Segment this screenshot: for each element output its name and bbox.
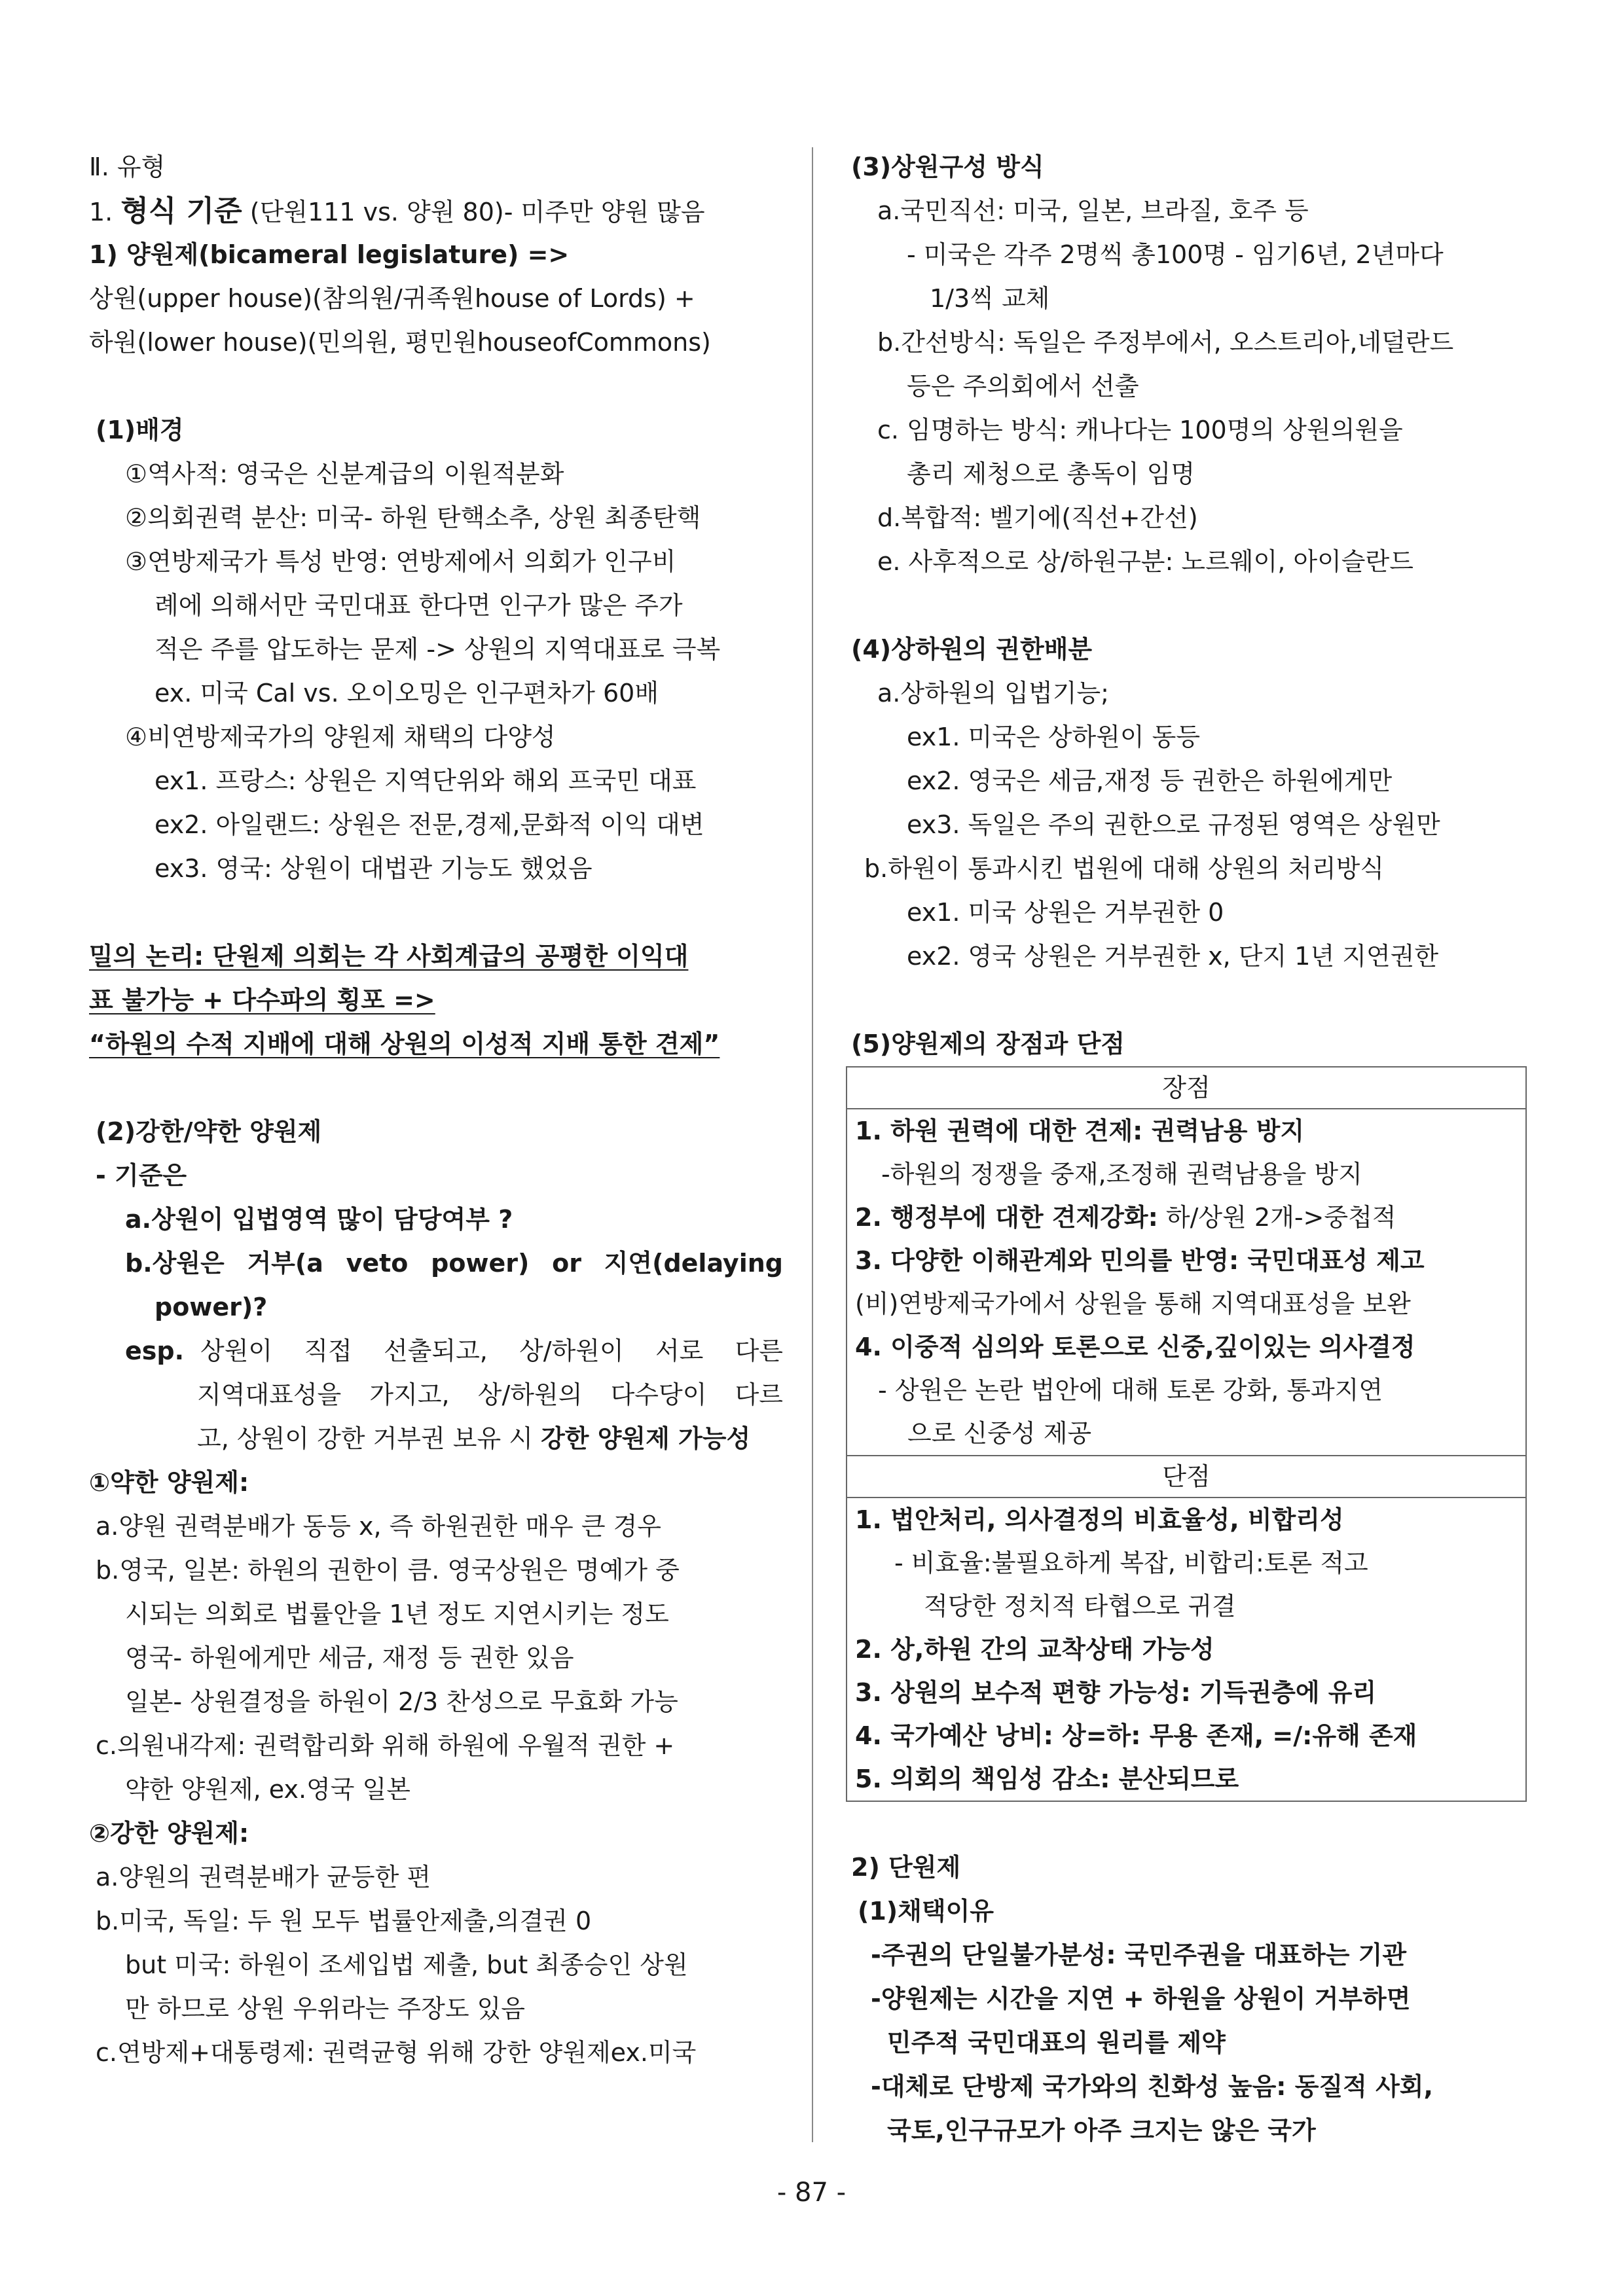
composition-line: e. 사후적으로 상/하원구분: 노르웨이, 아이슬란드 bbox=[877, 547, 1413, 576]
power-line: ex2. 영국은 세금,재정 등 권한은 하원에게만 bbox=[907, 766, 1393, 795]
cons-header: 단점 bbox=[847, 1456, 1526, 1498]
pro-item: 1. 하원 권력에 대한 견제: 권력남용 방지 bbox=[855, 1117, 1305, 1145]
con-sub: - 비효율:불필요하게 복잡, 비합리:토론 적고 bbox=[894, 1549, 1368, 1577]
background-heading: (1)배경 bbox=[96, 416, 184, 444]
section-heading: Ⅱ. 유형 bbox=[89, 152, 166, 181]
power-distribution-heading: (4)상하원의 권한배분 bbox=[851, 635, 1093, 664]
unicameral-line: 민주적 국민대표의 원리를 제약 bbox=[887, 2028, 1226, 2057]
composition-line: b.간선방식: 독일은 주정부에서, 오스트리아,네덜란드 bbox=[877, 328, 1454, 357]
composition-line: a.국민직선: 미국, 일본, 브라질, 호주 등 bbox=[877, 196, 1309, 225]
pro-sub: - 상원은 논란 법안에 대해 토론 강화, 통과지연 bbox=[878, 1376, 1383, 1405]
power-line: ex2. 영국 상원은 거부권한 x, 단지 1년 지연권한 bbox=[907, 942, 1439, 971]
strong-bicameral-heading: ②강한 양원제: bbox=[89, 1819, 249, 1848]
mill-line-3: “하원의 수적 지배에 대해 상원의 이성적 지배 통한 견제” bbox=[89, 1030, 720, 1058]
pro-item: 2. 행정부에 대한 견제강화: 하/상원 2개->중첩적 bbox=[855, 1203, 1396, 1232]
criteria-b: b.상원은 거부(a veto power) or 지연(delaying bbox=[125, 1249, 783, 1278]
con-sub: 적당한 정치적 타협으로 귀결 bbox=[924, 1592, 1236, 1621]
criteria-b-cont: power)? bbox=[155, 1293, 268, 1321]
pro-item: 3. 다양한 이해관계와 민의를 반영: 국민대표성 제고 bbox=[855, 1246, 1425, 1275]
weak-line: 시되는 의회로 법률안을 1년 정도 지연시키는 정도 bbox=[125, 1600, 669, 1628]
background-line: 례에 의해서만 국민대표 한다면 인구가 많은 주가 bbox=[155, 591, 683, 620]
background-line: ex3. 영국: 상원이 대법관 기능도 했었음 bbox=[155, 854, 593, 883]
cons-cell bbox=[847, 1498, 1526, 1801]
column-divider bbox=[812, 147, 813, 2142]
bicameral-heading: 1) 양원제(bicameral legislature) => bbox=[89, 240, 570, 269]
power-line: b.하원이 통과시킨 법원에 대해 상원의 처리방식 bbox=[864, 854, 1385, 883]
adoption-reason-heading: (1)채택이유 bbox=[858, 1897, 994, 1926]
composition-line: 등은 주의회에서 선출 bbox=[907, 372, 1139, 401]
weak-line: a.양원 권력분배가 동등 x, 즉 하원권한 매우 큰 경우 bbox=[96, 1512, 662, 1541]
criteria-a: a.상원이 입법영역 많이 담당여부 ? bbox=[125, 1205, 513, 1234]
pro-sub: (비)연방제국가에서 상원을 통해 지역대표성을 보완 bbox=[855, 1289, 1411, 1318]
esp-line-1: esp. 상원이 직접 선출되고, 상/하원이 서로 다른 bbox=[125, 1336, 783, 1365]
weak-bicameral-heading: ①약한 양원제: bbox=[89, 1468, 249, 1497]
pro-item: 4. 이중적 심의와 토론으로 신중,깊이있는 의사결정 bbox=[855, 1333, 1415, 1361]
mill-line-1: 밀의 논리: 단원제 의회는 각 사회계급의 공평한 이익대 bbox=[89, 942, 689, 971]
composition-line: c. 임명하는 방식: 캐나다는 100명의 상원의원을 bbox=[877, 416, 1403, 444]
pro-sub: -하원의 정쟁을 중재,조정해 권력남용을 방지 bbox=[881, 1160, 1362, 1189]
background-line: ex2. 아일랜드: 상원은 전문,경제,문화적 이익 대변 bbox=[155, 810, 704, 839]
con-item: 5. 의회의 책임성 감소: 분산되므로 bbox=[855, 1765, 1239, 1793]
esp-line-2: 지역대표성을 가지고, 상/하원의 다수당이 다르 bbox=[197, 1380, 783, 1409]
strong-weak-heading: (2)강한/약한 양원제 bbox=[96, 1117, 322, 1146]
esp-label: esp. bbox=[125, 1336, 185, 1365]
power-line: a.상하원의 입법기능; bbox=[877, 679, 1109, 708]
esp-line-3: 고, 상원이 강한 거부권 보유 시 강한 양원제 가능성 bbox=[197, 1424, 751, 1453]
strong-line: but 미국: 하원이 조세입법 제출, but 최종승인 상원 bbox=[125, 1950, 688, 1979]
composition-line: 총리 제청으로 총독이 임명 bbox=[907, 459, 1195, 488]
unicameral-line: -주권의 단일불가분성: 국민주권을 대표하는 기관 bbox=[871, 1941, 1407, 1969]
pros-header: 장점 bbox=[847, 1067, 1526, 1109]
background-line: ex. 미국 Cal vs. 오이오밍은 인구편차가 60배 bbox=[155, 679, 659, 708]
pros-cons-heading: (5)양원제의 장점과 단점 bbox=[851, 1030, 1125, 1058]
composition-line: d.복합적: 벨기에(직선+간선) bbox=[877, 503, 1198, 532]
weak-line: b.영국, 일본: 하원의 권한이 큼. 영국상원은 명예가 중 bbox=[96, 1556, 680, 1585]
unicameral-line: 국토,인구규모가 아주 크지는 않은 국가 bbox=[887, 2116, 1316, 2145]
background-line: 적은 주를 압도하는 문제 -> 상원의 지역대표로 극복 bbox=[155, 635, 721, 664]
background-line: ④비연방제국가의 양원제 채택의 다양성 bbox=[125, 723, 556, 751]
criteria-heading: - 기준은 bbox=[96, 1161, 187, 1190]
power-line: ex3. 독일은 주의 권한으로 규정된 영역은 상원만 bbox=[907, 810, 1440, 839]
item1-title: 형식 기준 bbox=[120, 194, 242, 228]
mill-line-2: 표 불가능 + 다수파의 횡포 => bbox=[89, 986, 435, 1014]
con-item: 1. 법안처리, 의사결정의 비효율성, 비합리성 bbox=[855, 1505, 1344, 1534]
background-line: ①역사적: 영국은 신분계급의 이원적분화 bbox=[125, 459, 564, 488]
con-item: 2. 상,하원 간의 교착상태 가능성 bbox=[855, 1635, 1214, 1664]
power-line: ex1. 미국 상원은 거부권한 0 bbox=[907, 898, 1224, 927]
right-column bbox=[851, 145, 1532, 2153]
strong-line: 만 하므로 상원 우위라는 주장도 있음 bbox=[125, 1994, 526, 2023]
unicameral-heading: 2) 단원제 bbox=[851, 1853, 961, 1882]
left-column bbox=[89, 145, 783, 2075]
item1-line: 1. 형식 기준 (단원111 vs. 양원 80)- 미주만 양원 많음 bbox=[89, 194, 705, 228]
page-number: - 87 - bbox=[776, 2178, 847, 2208]
weak-line: 일본- 상원결정을 하원이 2/3 찬성으로 무효화 가능 bbox=[125, 1687, 678, 1716]
composition-line: - 미국은 각주 2명씩 총100명 - 임기6년, 2년마다 bbox=[907, 240, 1444, 269]
composition-heading: (3)상원구성 방식 bbox=[851, 152, 1044, 181]
bicameral-line-1: 상원(upper house)(참의원/귀족원house of Lords) + bbox=[89, 284, 695, 313]
weak-line: 영국- 하원에게만 세금, 재정 등 권한 있음 bbox=[125, 1643, 574, 1672]
pros-cell bbox=[847, 1109, 1526, 1456]
composition-line: 1/3씩 교체 bbox=[930, 284, 1050, 313]
pro-sub: 으로 신중성 제공 bbox=[907, 1419, 1092, 1448]
con-item: 3. 상원의 보수적 편향 가능성: 기득권층에 유리 bbox=[855, 1678, 1377, 1707]
strong-line: a.양원의 권력분배가 균등한 편 bbox=[96, 1863, 431, 1892]
power-line: ex1. 미국은 상하원이 동등 bbox=[907, 723, 1201, 751]
strong-line: b.미국, 독일: 두 원 모두 법률안제출,의결권 0 bbox=[96, 1907, 592, 1935]
unicameral-line: -양원제는 시간을 지연 + 하원을 상원이 거부하면 bbox=[871, 1984, 1411, 2013]
bicameral-line-2: 하원(lower house)(민의원, 평민원houseofCommons) bbox=[89, 328, 711, 357]
background-line: ex1. 프랑스: 상원은 지역단위와 해외 프국민 대표 bbox=[155, 766, 697, 795]
background-line: ③연방제국가 특성 반영: 연방제에서 의회가 인구비 bbox=[125, 547, 676, 576]
weak-line: c.의원내각제: 권력합리화 위해 하원에 우월적 권한 + bbox=[96, 1731, 675, 1760]
background-line: ②의회권력 분산: 미국- 하원 탄핵소추, 상원 최종탄핵 bbox=[125, 503, 701, 532]
con-item: 4. 국가예산 낭비: 상=하: 무용 존재, =/:유해 존재 bbox=[855, 1721, 1417, 1750]
pros-cons-table bbox=[846, 1066, 1527, 1802]
unicameral-line: -대체로 단방제 국가와의 친화성 높음: 동질적 사회, bbox=[871, 2072, 1433, 2101]
strong-line: c.연방제+대통령제: 권력균형 위해 강한 양원제ex.미국 bbox=[96, 2038, 697, 2067]
weak-line: 약한 양원제, ex.영국 일본 bbox=[125, 1775, 410, 1804]
